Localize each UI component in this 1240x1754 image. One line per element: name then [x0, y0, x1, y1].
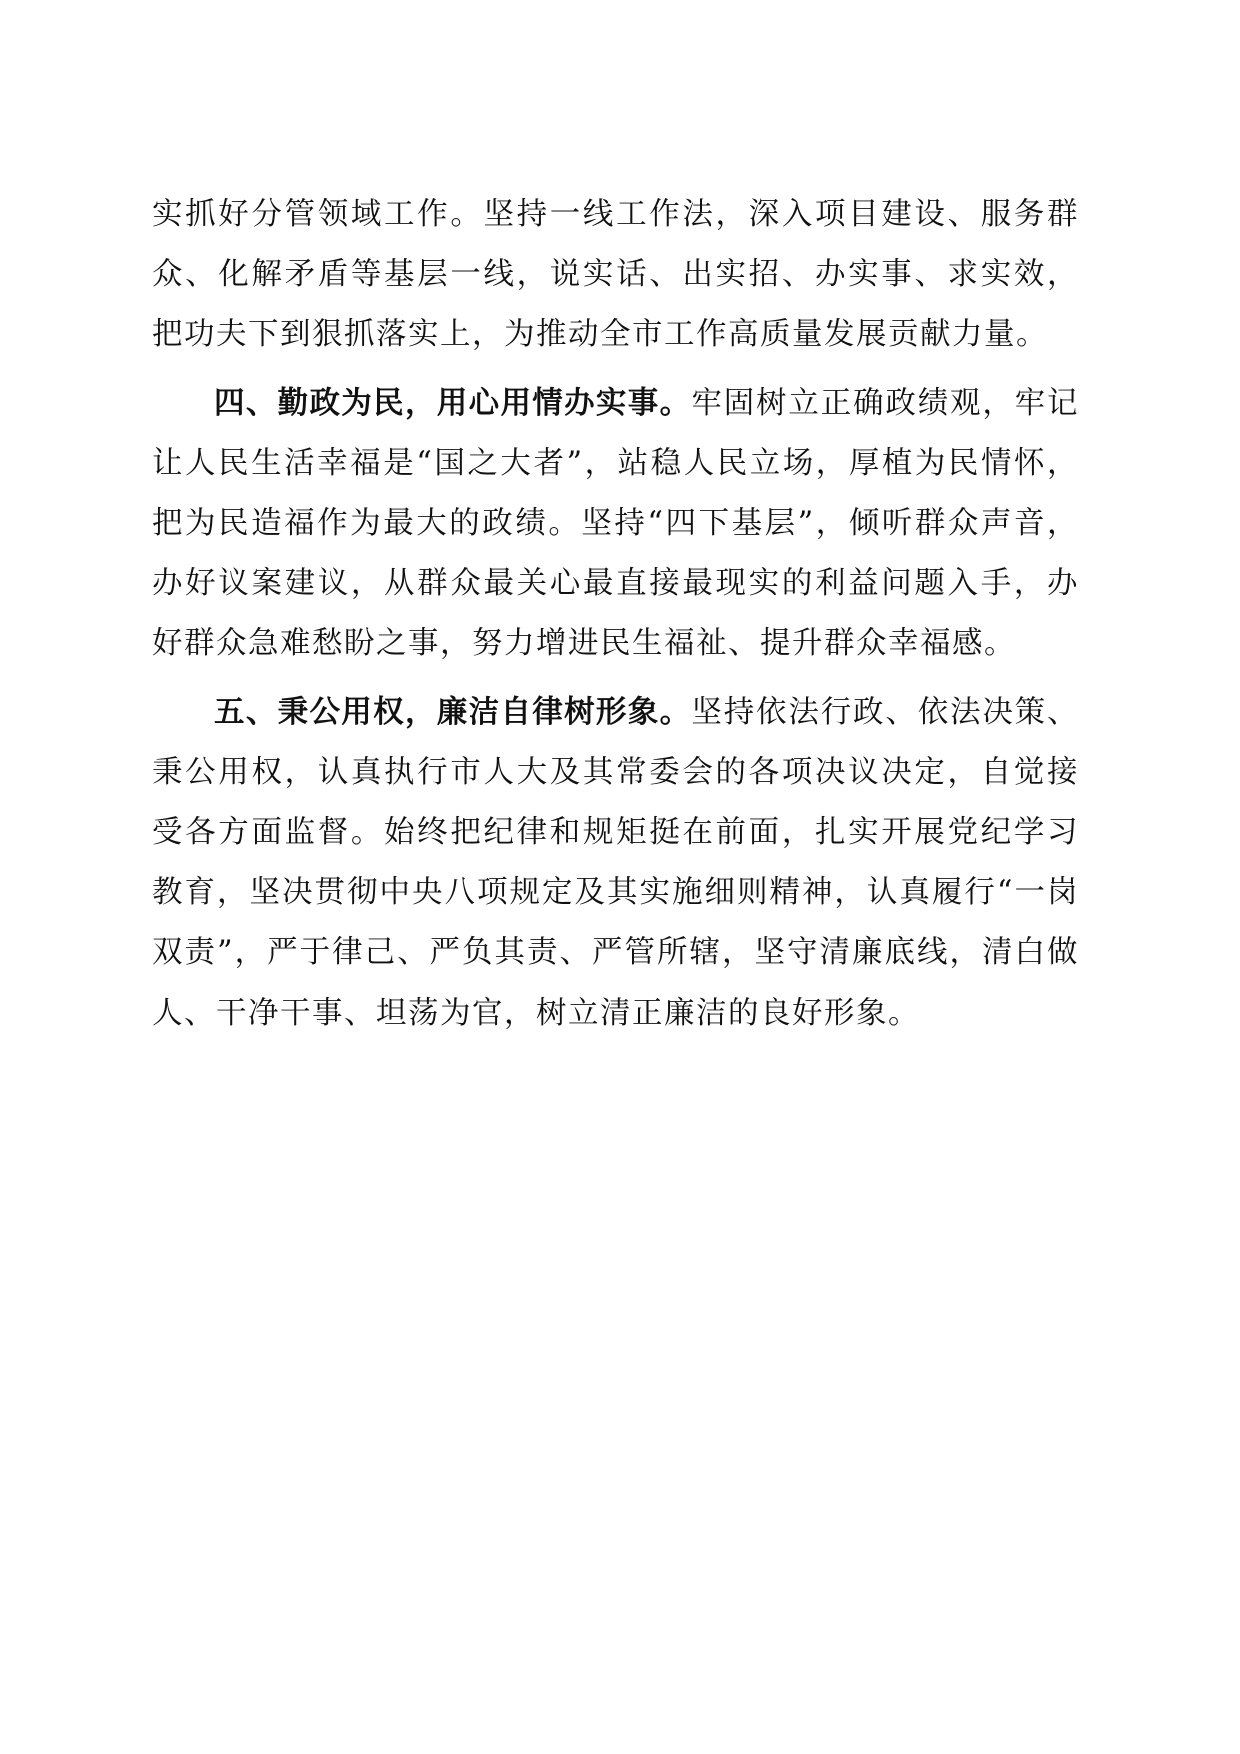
section-5-heading: 五、秉公用权，廉洁自律树形象。 — [214, 694, 692, 730]
section-4-body: 牢固树立正确政绩观，牢记让人民生活幸福是“国之大者”，站稳人民立场，厚植为民情怀，把为民造福作为最大的政绩。坚持“四下基层”，倾听群众声音，办好议案建议，从群众最关心最直接最现实的利益问题入手，办好群众急难愁盼之事，努力增进民生福祉、提升群众幸福感。 — [152, 385, 1080, 662]
document-body — [152, 185, 1079, 1044]
section-4-heading: 四、勤政为民，用心用情办实事。 — [214, 385, 692, 421]
continuation-paragraph: 实抓好分管领域工作。坚持一线工作法，深入项目建设、服务群众、化解矛盾等基层一线，说实话、出实招、办实事、求实效，把功夫下到狠抓落实上，为推动全市工作高质量发展贡献力量。 — [152, 197, 1079, 353]
section-5-paragraph — [152, 683, 1079, 1044]
section-4-paragraph — [152, 374, 1079, 675]
section-5-body: 坚持依法行政、依法决策、秉公用权，认真执行市人大及其常委会的各项决议决定，自觉接受各方面监督。始终把纪律和规矩挺在前面，扎实开展党纪学习教育，坚决贯彻中央八项规定及其实施细则精神，认真履行“一岗双责”，严于律己、严负其责、严管所辖，坚守清廉底线，清白做人、干净干事、坦荡为官，树立清正廉洁的良好形象。 — [152, 694, 1080, 1031]
